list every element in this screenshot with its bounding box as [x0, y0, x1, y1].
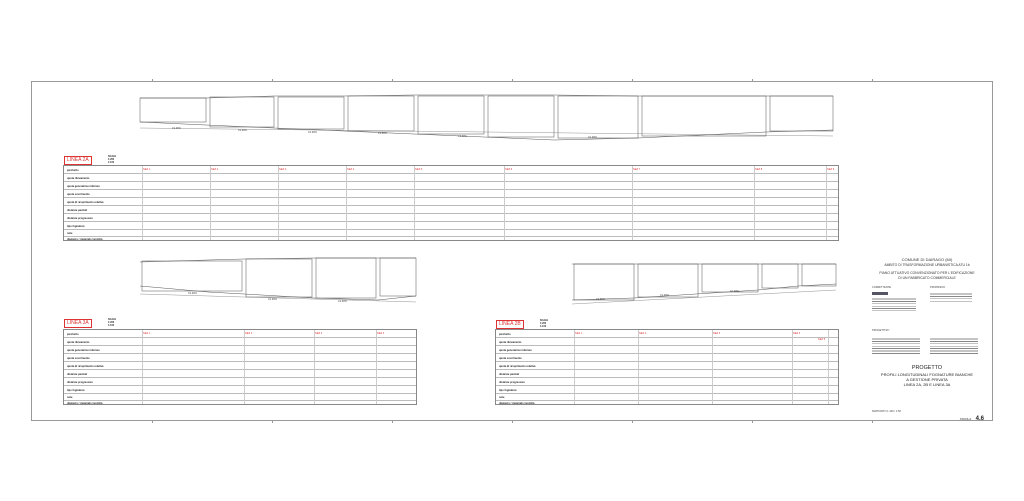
scale-ratio: RAPPORTO 1:100 / 1:50 [872, 410, 901, 413]
proprieta-details [930, 292, 972, 302]
svg-text:i=1.00%: i=1.00% [458, 135, 467, 138]
svg-text:i=1.00%: i=1.00% [660, 294, 669, 297]
data-table-3a: picchetto quota rilevamento quota generatrice inferiore quota scorrimento quota di ricoprimento relativa distanze parziali distanze progressive tipo fognatura note diametro / materiali condotta SEZ 1 SEZ 2 SEZ 3 SEZ 4 [63, 329, 417, 405]
progettisti-details-right [930, 337, 978, 355]
description-line-3: LINEA 2A, 2B E LINEA 3A [903, 382, 951, 387]
tavola-number: 4.6 [975, 416, 984, 422]
tavola-label: TAVOLA [959, 417, 972, 421]
svg-text:i=1.00%: i=1.00% [596, 298, 605, 301]
progettisti-label: PROGETTISTI [872, 329, 890, 332]
svg-text:i=1.00%: i=1.00% [378, 132, 387, 135]
sheet-number [960, 407, 984, 425]
comune-title: COMUNE DI DAIRAGO (MI) [901, 257, 953, 262]
proprieta-label: PROPRIETA' [930, 286, 946, 289]
svg-text:i=1.00%: i=1.00% [588, 136, 597, 139]
committente-details [872, 297, 916, 311]
svg-text:i=1.00%: i=1.00% [338, 300, 347, 303]
piano-line-2: DI UN FABBRICATO COMMERCIALE [898, 276, 956, 280]
section-label-2a: LINEA 2A [64, 156, 92, 165]
progetto-title: PROGETTO [911, 365, 943, 371]
scale-legend-2b: SCALE 1:200 1:100 [540, 319, 549, 328]
svg-text:i=1.00%: i=1.00% [730, 290, 739, 293]
svg-text:i=1.00%: i=1.00% [238, 129, 247, 132]
profile-linea-3a [138, 256, 418, 318]
section-label-3a: LINEA 3A [64, 319, 92, 328]
svg-text:i=1.00%: i=1.00% [188, 292, 197, 295]
scale-legend-3a: SCALE 1:200 1:100 [108, 318, 117, 327]
data-table-2b: picchetto quota rilevamento quota generatrice inferiore quota scorrimento quota di ricoprimento relativa distanze parziali distanze progressive tipo fognatura note diametro / materiali condotta SEZ 1 SEZ 2 SEZ 3 SEZ 4 SEZ 5 [495, 329, 839, 405]
committente-label: COMMITTENTE [872, 286, 892, 289]
description-line-2: A GESTIONE PRIVATA [906, 377, 948, 382]
title-block [868, 255, 986, 422]
svg-text:i=1.00%: i=1.00% [308, 131, 317, 134]
section-label-2b: LINEA 2B [496, 320, 524, 329]
svg-text:i=1.00%: i=1.00% [172, 127, 181, 130]
committente-logo [872, 292, 888, 295]
scale-legend-2a: SCALE 1:200 1:100 [108, 155, 117, 164]
profile-linea-2b [570, 262, 840, 320]
description-line-1: PROFILI LONGITUDINALI FOGNATURE BIANCHE [880, 372, 974, 377]
piano-line-1: PIANO ATTUATIVO CONVENZIONATO PER L'EDIFICAZIONE [879, 271, 975, 275]
data-table-2a: picchetto quota rilevamento quota generatrice inferiore quota scorrimento quota di ricoprimento relativa distanze parziali distanze progressive tipo fognatura note diametro / materiali condotta SEZ 1 SEZ 2 SEZ 3 SEZ 4 SEZ 5 SEZ 6 SEZ 7 SEZ 8 SEZ 9 [63, 165, 839, 241]
svg-text:i=1.00%: i=1.00% [268, 298, 277, 301]
ambito-title: AMBITO DI TRASFORMAZIONE URBANISTICA ATU 1b [884, 263, 970, 267]
progettisti-details-left [872, 337, 920, 355]
profile-linea-2a [138, 92, 838, 162]
